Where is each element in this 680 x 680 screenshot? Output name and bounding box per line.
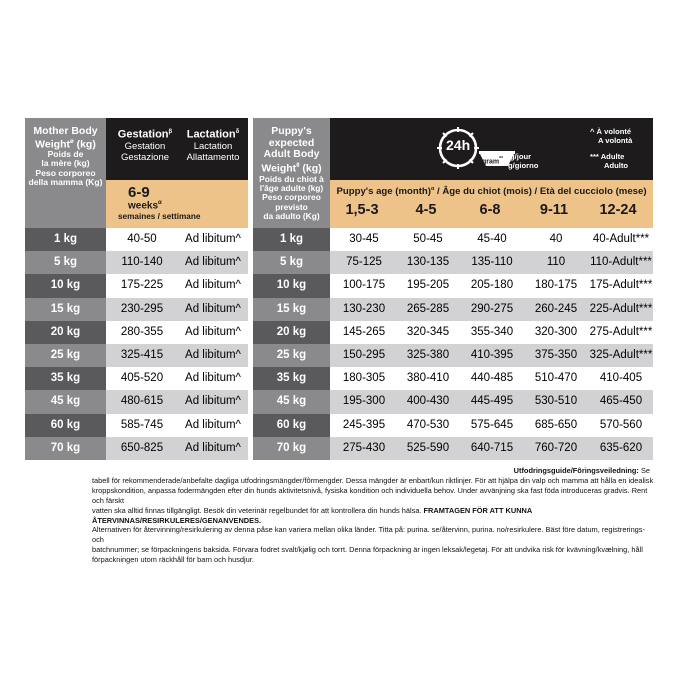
grams-it: g/giorno [508,160,539,170]
puppy-weight-cell: 5 kg [253,251,330,274]
weeks-range: 6-9 [128,184,150,201]
puppy-table-row [330,251,653,274]
puppy-amount-cell: 275-Adult*** [589,325,653,338]
lactation-cell: Ad libitum^ [185,395,241,408]
mother-weight-cell: 60 kg [25,414,106,437]
gestation-cell: 280-355 [120,325,164,338]
mother-table-row [25,228,248,251]
grams-fr: ** g/jour [502,152,532,161]
puppy-amount-cell: 320-345 [406,325,450,338]
puppy-amount-cell: 320-300 [534,325,578,338]
gestation-cell: 325-415 [120,349,164,361]
weeks-fr-it: semaines / settimane [118,212,201,221]
puppy-amount-cell: 205-180 [470,279,514,292]
gram-sup: ** [499,156,504,162]
puppy-weight-sup: θ [296,162,300,169]
puppy-weight-cell: 25 kg [253,344,330,367]
puppy-adult-weight-header [253,118,330,228]
puppy-weight-cell: 60 kg [253,414,330,437]
puppy-age-band [330,180,653,228]
puppy-weight-fr-1: Poids du chiot à [259,173,324,184]
lactation-cell: Ad libitum^ [185,302,241,315]
mother-weight-fr-2: la mère (kg) [41,158,90,169]
lactation-cell: Ad libitum^ [185,325,241,338]
mother-weight-it-1: Peso corporeo [35,167,96,178]
puppy-amount-cell: 100-175 [342,279,386,292]
puppy-amount-cell: 640-715 [470,441,514,454]
age-header-4: 9-11 [539,202,569,218]
puppy-weight-line-2: Adult Body [263,148,320,160]
puppy-amount-cell: 50-45 [413,233,443,245]
lactation-cell: Ad libitum^ [185,279,241,292]
puppy-amount-cell: 470-530 [406,418,450,431]
puppy-amount-cell: 150-295 [342,349,386,361]
puppy-weight-fr-2: l'âge adulte (kg) [259,182,324,193]
gestation-cell: 230-295 [120,302,164,315]
puppy-amount-cell: 275-430 [342,441,386,454]
puppy-amount-cell: 355-340 [470,325,514,338]
puppy-table-row [330,298,653,321]
mother-weight-cell: 25 kg [25,344,106,367]
puppy-amount-cell: 110 [546,256,566,269]
puppy-amount-cell: 195-300 [342,395,386,408]
puppy-amount-cell: 30-45 [349,233,379,245]
puppy-amount-cell: 180-305 [342,372,386,385]
puppy-amount-cell: 245-395 [342,418,386,431]
mother-weight-header [25,118,106,228]
puppy-amount-cell: 575-645 [470,418,514,431]
age-title-en: Puppy's age (month) [336,186,431,198]
gestation-it: Gestazione [120,151,170,163]
puppy-weight-cell: 10 kg [253,274,330,297]
puppy-amount-cell: 75-125 [346,256,382,269]
gestation-cell: 650-825 [120,441,164,454]
guide-line-2: kroppskondition, anpassa fodermängden efter din hunds aktivitetsnivå, fysiska kondition och individuella behov. Under avvänjning ska fast föda introduceras gradvis. Rent och färskt [92,485,648,505]
age-title-fr-it: / Âge du chiot (mois) / Età del cucciolo (mese) [434,186,647,198]
legend-free-it: A volontà [598,135,633,145]
mother-weight-cell: 1 kg [25,228,106,251]
puppy-weight-line-4: (kg) [302,162,322,174]
puppy-amount-cell: 225-Adult*** [589,302,653,315]
puppy-table-row [330,321,653,344]
mother-table-row [25,274,248,297]
age-header-1: 1,5-3 [345,202,379,218]
gestation-fr: Gestation [124,140,166,152]
puppy-amount-cell: 410-405 [599,372,643,385]
guide-line-7: förpackningen utom räckhåll för barn och husdjur. [92,555,254,565]
guide-title: Utfodringsguide/Fôringsveiledning: [513,466,639,475]
gestation-lactation-header [106,118,248,180]
puppy-amount-cell: 130-230 [342,302,386,315]
weeks-label-wrap [128,200,162,211]
guide-line-4: FRAMTAGEN FÖR ATT KUNNA ÅTERVINNAS/RESIRKULERES/GENANVENDES. [92,505,532,525]
legend-adult-fr: *** Adulte [590,152,625,161]
puppy-amount-cell: 510-470 [534,372,578,385]
legend-adult [590,153,628,170]
legend-free-fr: ^ À volonté [590,127,632,136]
puppy-amount-cell: 635-620 [599,441,643,454]
puppy-weight-cell: 35 kg [253,367,330,390]
gram-label: gram [482,158,500,166]
gram-label-wrap [482,156,503,165]
puppy-amount-cell: 325-Adult*** [589,349,653,361]
puppy-table-row [330,414,653,437]
gestation-cell: 175-225 [120,279,164,292]
lactation-fr: Lactation [193,140,233,152]
age-header-2: 4-5 [415,202,437,218]
puppy-amount-cell: 265-285 [406,302,450,315]
puppy-amount-cell: 760-720 [534,441,578,454]
puppy-amount-cell: 180-175 [534,279,578,292]
puppy-amount-cell: 325-380 [406,349,450,361]
gestation-cell: 110-140 [121,256,163,269]
puppy-amount-cell: 410-395 [470,349,514,361]
puppy-amount-cell: 110-Adult*** [590,256,652,269]
mother-weight-cell: 10 kg [25,274,106,297]
lactation-sup: δ [235,129,240,135]
weeks-label: weeks [128,200,159,212]
gestation-header [110,126,180,163]
lactation-cell: Ad libitum^ [185,256,241,269]
mother-table-row [25,298,248,321]
puppy-table-row [330,344,653,367]
guide-line-1: tabell för rekommenderade/anbefalte dagliga utfodringsmängder/fôrmengder. Dessa mängder är enbart/kun riktlinjer. För att hjälpa din valp och mamma att hålla en idealisk [92,475,654,485]
age-title [330,186,653,197]
puppy-table-row [330,437,653,460]
guide-line-0: Se [638,466,650,475]
gestation-sup: β [168,129,173,135]
gestation-cell: 405-520 [120,372,164,385]
mother-table-row [25,251,248,274]
lactation-cell: Ad libitum^ [185,233,241,245]
lactation-cell: Ad libitum^ [185,372,241,385]
mother-table-row [25,344,248,367]
mother-table-row [25,390,248,413]
puppy-amount-cell: 530-510 [534,395,578,408]
puppy-weight-line-1: Puppy's expected [268,125,315,149]
mother-weight-cell: 70 kg [25,437,106,460]
mother-table-row [25,414,248,437]
puppy-weight-cell: 15 kg [253,298,330,321]
legend-free [590,128,632,145]
clock-label: 24h [446,137,471,153]
gestation-cell: 480-615 [120,395,164,408]
weeks-sup: α [158,200,162,206]
puppy-weight-cell: 45 kg [253,390,330,413]
lactation-cell: Ad libitum^ [185,349,241,361]
puppy-amount-cell: 445-495 [470,395,514,408]
guide-line-5: Alternativen för återvinning/resirkulering av denna påse kan variera mellan olika länder. Titta på: purina. se/återvinn, purina. no/resirkulere. Bäst före datum, registrerings- och [92,525,645,545]
puppy-weight-cell: 20 kg [253,321,330,344]
mother-weight-cell: 15 kg [25,298,106,321]
guide-line-3: vatten ska alltid finnas tillgängligt. Besök din veterinär regelbundet för att kontrollera din hunds hälsa. [92,505,424,515]
mother-weight-sup: ø [69,138,74,145]
puppy-amount-cell: 260-245 [534,302,578,315]
mother-weight-cell: 35 kg [25,367,106,390]
puppy-amount-cell: 45-40 [477,233,507,245]
grams-legend [502,153,538,170]
puppy-amount-cell: 130-135 [406,256,450,269]
gestation-cell: 40-50 [127,233,157,245]
puppy-amount-cell: 135-110 [471,256,513,269]
guide-line-6: batchnummer; se förpackningens baksida. Förvara fodret svalt/kjølig och torrt. Denna förpackning är ingen leksak/legetøj. För att undvika risk för kvävning/kvælning, håll [92,545,643,555]
legend-adult-it: Adulto [604,160,629,170]
puppy-amount-cell: 195-205 [406,279,450,292]
mother-table-row [25,321,248,344]
puppy-amount-cell: 570-560 [599,418,643,431]
gestation-en: Gestation [117,128,169,141]
puppy-amount-cell: 440-485 [470,372,514,385]
lactation-en: Lactation [186,128,236,141]
age-title-sup: α [430,186,435,192]
puppy-weight-cell: 70 kg [253,437,330,460]
mother-table-row [25,367,248,390]
puppy-weight-it-1: Peso corporeo previsto [262,192,321,212]
lactation-cell: Ad libitum^ [185,418,241,431]
puppy-table-row [330,228,653,251]
mother-weight-fr-1: Poids de [47,148,84,159]
puppy-amount-cell: 290-275 [470,302,514,315]
mother-weight-cell: 5 kg [25,251,106,274]
puppy-amount-cell: 400-430 [406,395,450,408]
puppy-table-row [330,390,653,413]
puppy-weight-it-2: da adulto (Kg) [263,211,320,222]
puppy-amount-cell: 465-450 [599,395,643,408]
mother-weight-line-1: Mother Body [33,125,98,137]
puppy-amount-cell: 380-410 [406,372,450,385]
lactation-it: Allattamento [186,151,240,163]
puppy-amount-cell: 525-590 [406,441,450,454]
puppy-amount-cell: 145-265 [342,325,386,338]
gestation-cell: 585-745 [120,418,164,431]
lactation-header [178,126,248,163]
puppy-weight-cell: 1 kg [253,228,330,251]
mother-weight-line-2: Weight [35,138,70,151]
mother-weight-line-3: (kg) [76,138,96,151]
mother-weight-cell: 45 kg [25,390,106,413]
puppy-amount-cell: 40-Adult*** [592,233,650,245]
puppy-weight-line-3: Weight [261,162,297,174]
age-header-5: 12-24 [599,202,637,218]
puppy-amount-cell: 40 [549,233,563,245]
feeding-guide-text [92,466,654,565]
weeks-band [106,180,248,228]
age-header-3: 6-8 [479,202,501,218]
mother-weight-it-2: della mamma (Kg) [28,176,103,187]
puppy-table-row [330,274,653,297]
puppy-amount-cell: 375-350 [534,349,578,361]
mother-weight-cell: 20 kg [25,321,106,344]
lactation-cell: Ad libitum^ [185,441,241,454]
puppy-table-row [330,367,653,390]
puppy-amount-cell: 685-650 [534,418,578,431]
puppy-amount-cell: 175-Adult*** [589,279,653,292]
mother-table-row [25,437,248,460]
